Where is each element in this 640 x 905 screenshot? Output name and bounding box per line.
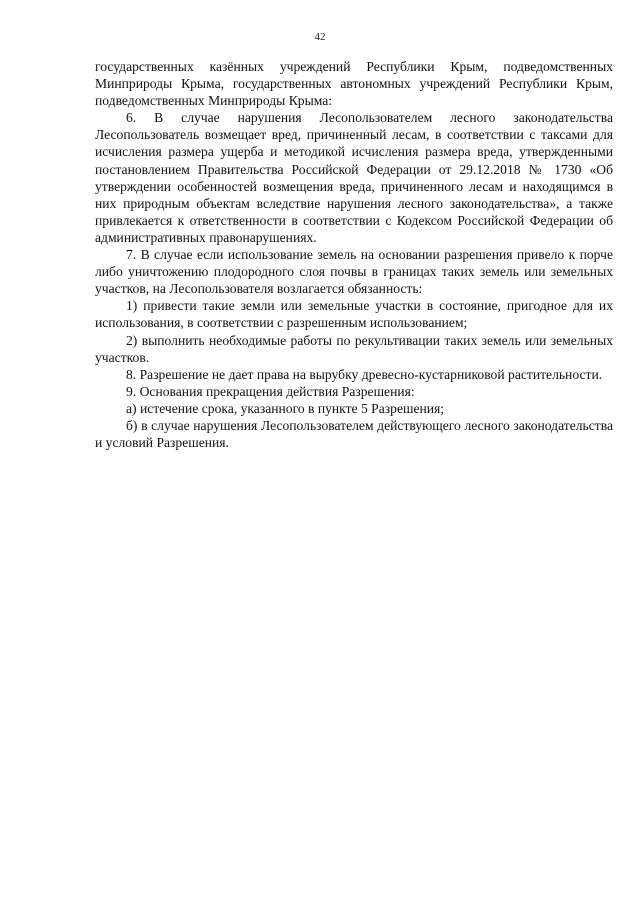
paragraph-item-8: 8. Разрешение не дает права на вырубку древесно-кустарниковой растительности. [126,366,603,382]
paragraph-continuation: государственных казённых учреждений Республики Крым, подведомственных Минприроды Крыма, государственных автономных учреждений Республики Крым, подведомственных Минприроды Крыма: [95,59,613,109]
paragraph-item-6: 6. В случае нарушения Лесопользователем лесного законодательства Лесопользователь возмещает вред, причиненный лесам, в соответствии с таксами для исчисления размера ущерба и методикой исчисления размера вреда, утвержденными постановлением Правительства Российской Федерации от 29.12.2018 № 1730 «Об утверждении особенностей возмещения вреда, причиненного лесам и находящимся в них природным объектам вследствие нарушения лесного законодательства», а также привлекается к ответственности в соответствии с Кодексом Российской Федерации об административных правонарушениях. [95,110,613,245]
paragraph-subitem-1: 1) привести такие земли или земельные участки в состояние, пригодное для их использования, в соответствии с разрешенным использованием; [95,298,613,331]
paragraph-item-7: 7. В случае если использование земель на основании разрешения привело к порче либо уничтожению плодородного слоя почвы в границах таких земель или земельных участков, на Лесопользователя возлагается обязанность: [95,247,613,297]
paragraph-item-9: 9. Основания прекращения действия Разрешения: [126,383,415,399]
document-body [95,58,613,451]
paragraph-subitem-b: б) в случае нарушения Лесопользователем действующего лесного законодательства и условий Разрешения. [95,417,613,451]
page-number: 42 [314,31,326,43]
paragraph-subitem-a: а) истечение срока, указанного в пункте 5 Разрешения; [126,400,445,416]
paragraph-subitem-2: 2) выполнить необходимые работы по рекультивации таких земель или земельных участков. [95,332,613,365]
